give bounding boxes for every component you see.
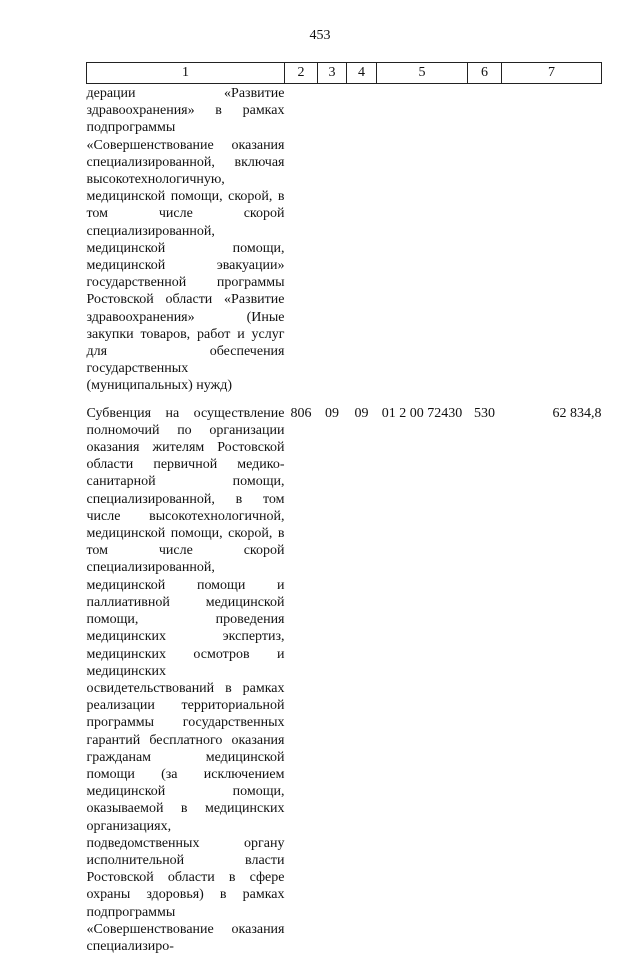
row-description: Субвенция на осуществление полномочий по организации оказания жителям Ростовской области первичной медико-санитарной помощи, специализированной, в том числе высокотехнологичной, медицинской помощи, скорой, в том числе скорой специализированной, медицинской помощи и паллиативной медицинской помощи, проведения медицинских экспертиз, медицинских осмотров и медицинских освидетельствований в рамках реализации территориальной программы государственных гарантий бесплатного оказания гражданам медицинской помощи (за исключением медицинской помощи, оказываемой в медицинских организациях, подведомственных органу исполнительной власти Ростовской области в сфере охраны здоровья) в рамках подпрограммы «Совершенствование оказания специализиро- (86, 405, 285, 954)
row-subsection-code (347, 84, 377, 405)
page-number: 453 (309, 28, 331, 43)
column-header-6: 6 (468, 63, 502, 84)
row-amount (502, 84, 602, 405)
row-description: дерации «Развитие здравоохранения» в рамках подпрограммы «Совершенствование оказания специализированной, включая высокотехнологичную, медицинской помощи, скорой, в том числе скорой специализированной, медицинской помощи, медицинской эвакуации» государственной программы Ростовской области «Развитие здравоохранения» (Иные закупки товаров, работ и услуг для обеспечения государственных (муниципальных) нужд) (86, 86, 285, 394)
table-row (87, 84, 602, 405)
row-ministry-code (285, 84, 318, 405)
table-row (87, 405, 602, 955)
row-expense-type (468, 84, 502, 405)
row-subsection-code: 09 (354, 405, 369, 421)
column-header-3: 3 (318, 63, 347, 84)
column-number-header-row (87, 63, 602, 84)
column-header-4: 4 (347, 63, 377, 84)
column-header-1: 1 (87, 63, 285, 84)
row-target-article (377, 84, 468, 405)
row-target-article: 01 2 00 72430 (381, 405, 463, 421)
row-expense-type: 530 (474, 405, 495, 421)
column-header-5: 5 (377, 63, 468, 84)
row-section-code (318, 84, 347, 405)
column-header-2: 2 (285, 63, 318, 84)
budget-table (86, 62, 602, 955)
row-ministry-code: 806 (290, 405, 312, 421)
row-section-code: 09 (325, 405, 339, 421)
row-amount: 62 834,8 (552, 405, 602, 421)
column-header-7: 7 (502, 63, 602, 84)
